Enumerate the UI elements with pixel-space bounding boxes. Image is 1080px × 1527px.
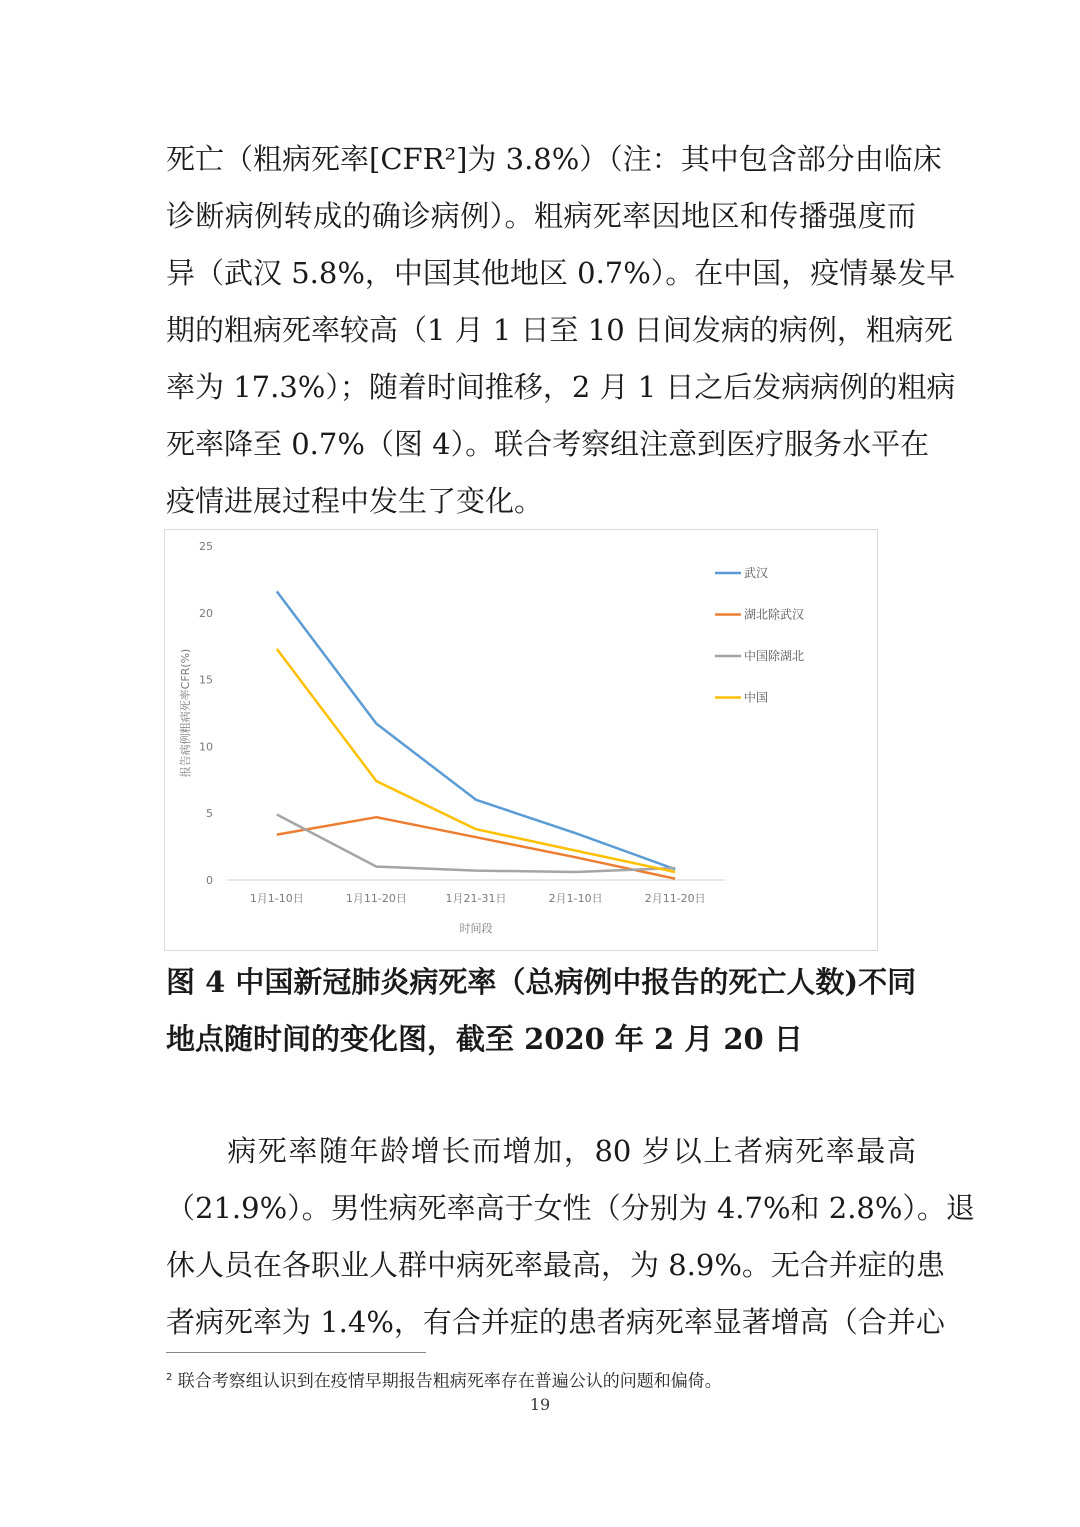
y-tick-label: 20 (199, 606, 213, 620)
series-line (277, 591, 675, 869)
text-line: （21.9%）。男性病死率高于女性（分别为 4.7%和 2.8%）。退 (166, 1191, 975, 1225)
text-line: 死亡（粗病死率[CFR²]为 3.8%）（注：其中包含部分由临床 (166, 142, 942, 176)
text-line: 异（武汉 5.8%，中国其他地区 0.7%）。在中国，疫情暴发早 (166, 256, 956, 290)
page-number: 19 (529, 1395, 551, 1414)
y-axis-title: 报告病例粗病死率CFR(%) (179, 648, 192, 778)
y-tick-label: 5 (206, 807, 213, 821)
footnote (166, 1366, 722, 1394)
x-tick-label: 1月21-31日 (445, 892, 507, 905)
legend-label: 中国除湖北 (744, 649, 805, 663)
x-tick-label: 2月11-20日 (644, 892, 706, 905)
x-axis-title: 时间段 (459, 922, 493, 935)
figure-caption-line-2: 地点随时间的变化图，截至 2020 年 2 月 20 日 (166, 1022, 803, 1056)
text-line: 死率降至 0.7%（图 4）。联合考察组注意到医疗服务水平在 (166, 427, 930, 461)
x-tick-label: 1月1-10日 (249, 892, 304, 905)
legend-label: 湖北除武汉 (744, 607, 805, 622)
legend-label: 武汉 (744, 566, 769, 580)
y-tick-label: 25 (199, 540, 213, 553)
text-line: 者病死率为 1.4%，有合并症的患者病死率显著增高（合并心 (166, 1305, 945, 1339)
series-line (277, 649, 675, 872)
y-tick-label: 0 (206, 874, 213, 887)
text-line: 期的粗病死率较高（1 月 1 日至 10 日间发病的病例，粗病死 (166, 313, 953, 347)
footnote-text: 联合考察组认识到在疫情早期报告粗病死率存在普遍公认的问题和偏倚。 (177, 1371, 722, 1392)
figure-caption-line-1: 图 4 中国新冠肺炎病死率（总病例中报告的死亡人数)不同 (166, 965, 917, 999)
line-chart (165, 530, 877, 950)
x-tick-label: 2月1-10日 (548, 892, 603, 905)
text-line: 病死率随年龄增长而增加，80 岁以上者病死率最高 (166, 1134, 916, 1168)
footnote-divider (166, 1352, 426, 1353)
y-tick-label: 15 (199, 673, 213, 687)
y-tick-label: 10 (199, 740, 213, 754)
figure-4-chart (164, 529, 878, 951)
text-line: 率为 17.3%）；随着时间推移，2 月 1 日之后发病病例的粗病 (166, 370, 956, 404)
text-line: 诊断病例转成的确诊病例）。粗病死率因地区和传播强度而 (166, 199, 916, 233)
text-line: 疫情进展过程中发生了变化。 (166, 484, 544, 518)
x-tick-label: 1月11-20日 (345, 892, 407, 905)
footnote-marker: 2 (166, 1372, 173, 1383)
legend-label: 中国 (744, 690, 769, 705)
text-line: 休人员在各职业人群中病死率最高，为 8.9%。无合并症的患 (166, 1248, 945, 1282)
